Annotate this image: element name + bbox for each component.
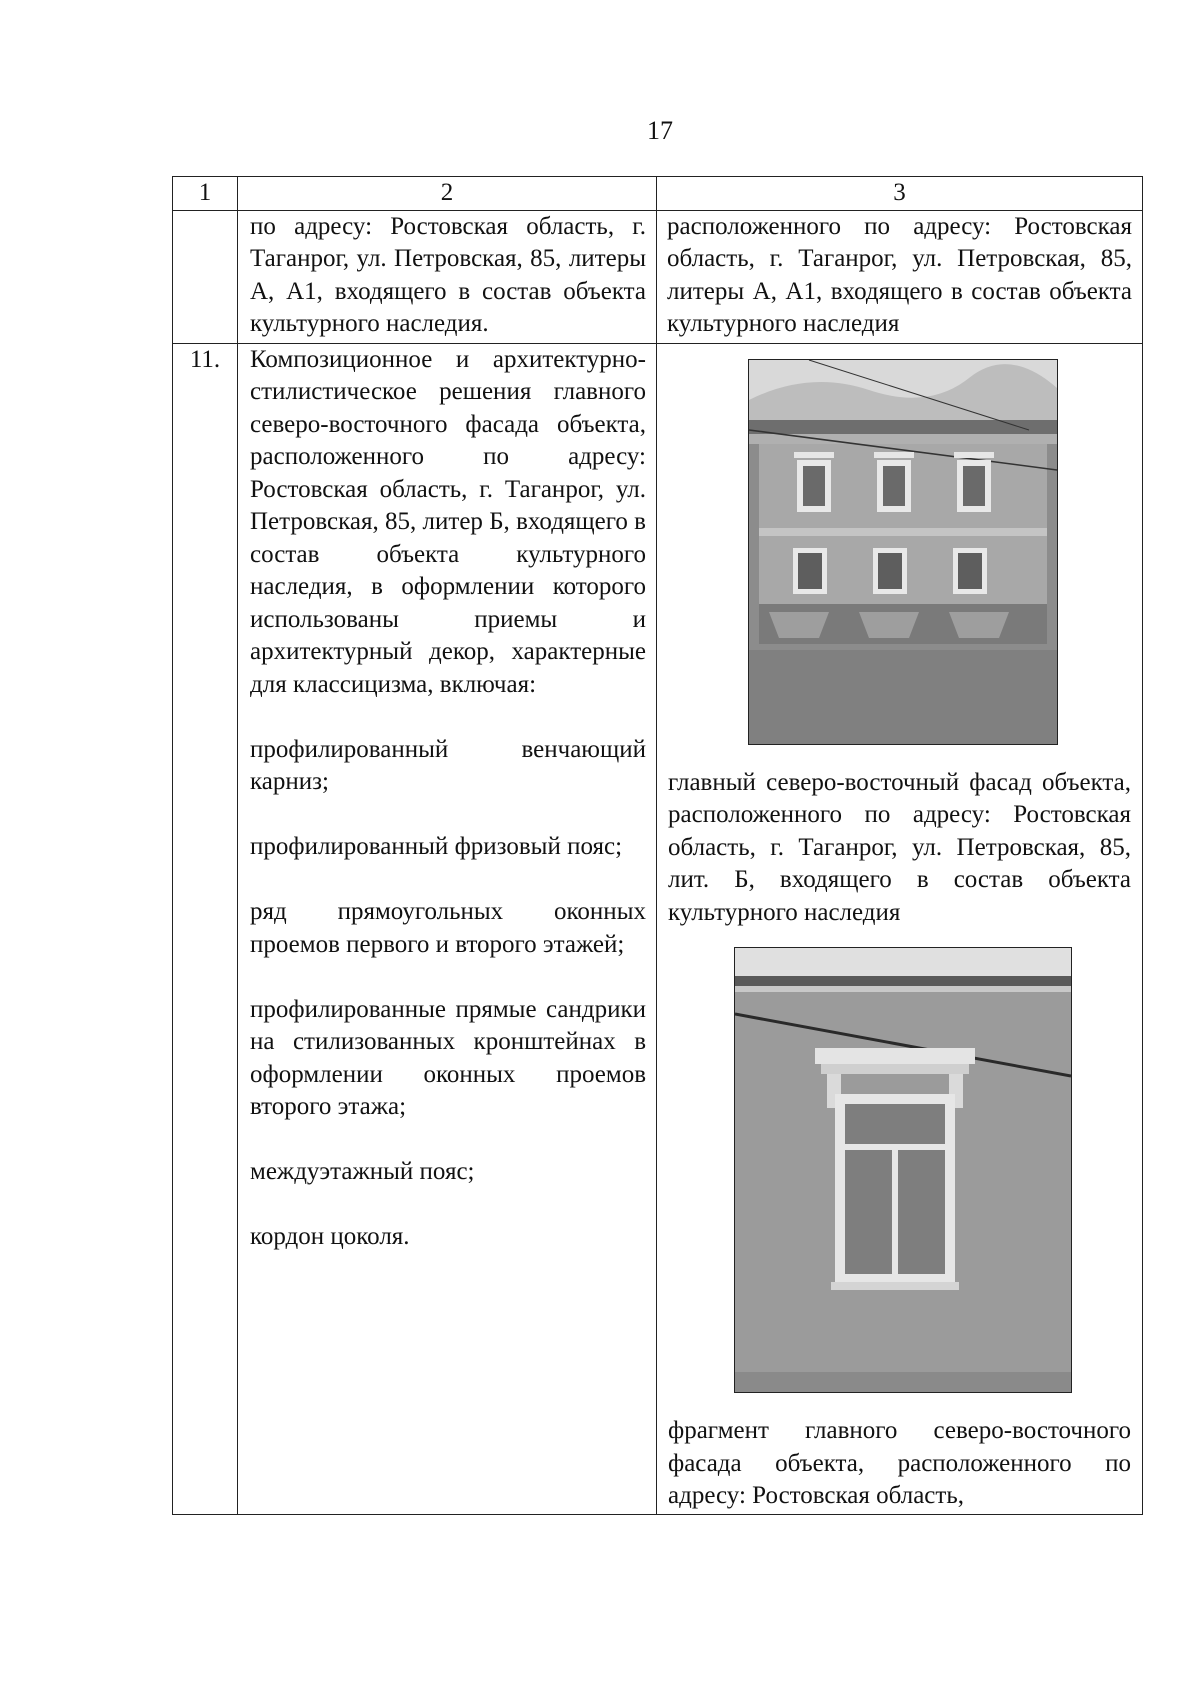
description-intro: Композиционное и архитектурно-стилистическое решения главного северо-восточного фасада объекта, расположенного по адресу: Ростовская область, г. Таганрог, ул. Петровская, 85, литер Б, входящего в состав объекта культурного наследия, в оформлении которого использованы приемы и архитектурный декор, характерные для классицизма, включая: <box>250 345 646 698</box>
list-item: междуэтажный пояс; <box>250 1158 475 1185</box>
row-11-photos <box>657 343 1143 1514</box>
window-fragment-photo <box>734 947 1072 1393</box>
list-item: профилированный фризовый пояс; <box>250 833 623 860</box>
list-item: ряд прямоугольных оконных проемов первого и второго этажей; <box>250 898 646 958</box>
row-11-description <box>238 343 657 1514</box>
table-row-11 <box>173 343 1143 1514</box>
table-row-continued <box>173 210 1143 343</box>
facade-photo <box>748 359 1058 745</box>
list-item: профилированные прямые сандрики на стилизованных кронштейнах в оформлении оконных проемов второго этажа; <box>250 995 646 1120</box>
table-header-row <box>173 177 1143 211</box>
page-number: 17 <box>647 116 673 145</box>
continued-caption-text: расположенного по адресу: Ростовская область, г. Таганрог, ул. Петровская, 85, литеры А, А1, входящего в состав объекта культурного наследия <box>667 212 1132 337</box>
continued-description <box>238 210 657 343</box>
heritage-table <box>172 176 1143 1515</box>
column-header-2: 2 <box>238 177 657 211</box>
facade-caption: главный северо-восточный фасад объекта, расположенного по адресу: Ростовская область, г. Таганрог, ул. Петровская, 85, лит. Б, входящего в состав объекта культурного наследия <box>668 768 1131 926</box>
row-number-cell <box>173 210 238 343</box>
column-header-1: 1 <box>173 177 238 211</box>
continued-caption <box>657 210 1143 343</box>
continued-description-text: по адресу: Ростовская область, г. Таганрог, ул. Петровская, 85, литеры А, А1, входящего в состав объекта культурного наследия. <box>250 212 646 337</box>
row-number: 11. <box>173 343 238 1514</box>
list-item: профилированный венчающий карниз; <box>250 735 646 795</box>
fragment-caption: фрагмент главного северо-восточного фасада объекта, расположенного по адресу: Ростовская область, <box>668 1417 1131 1509</box>
column-header-3: 3 <box>657 177 1143 211</box>
list-item: кордон цоколя. <box>250 1223 410 1250</box>
